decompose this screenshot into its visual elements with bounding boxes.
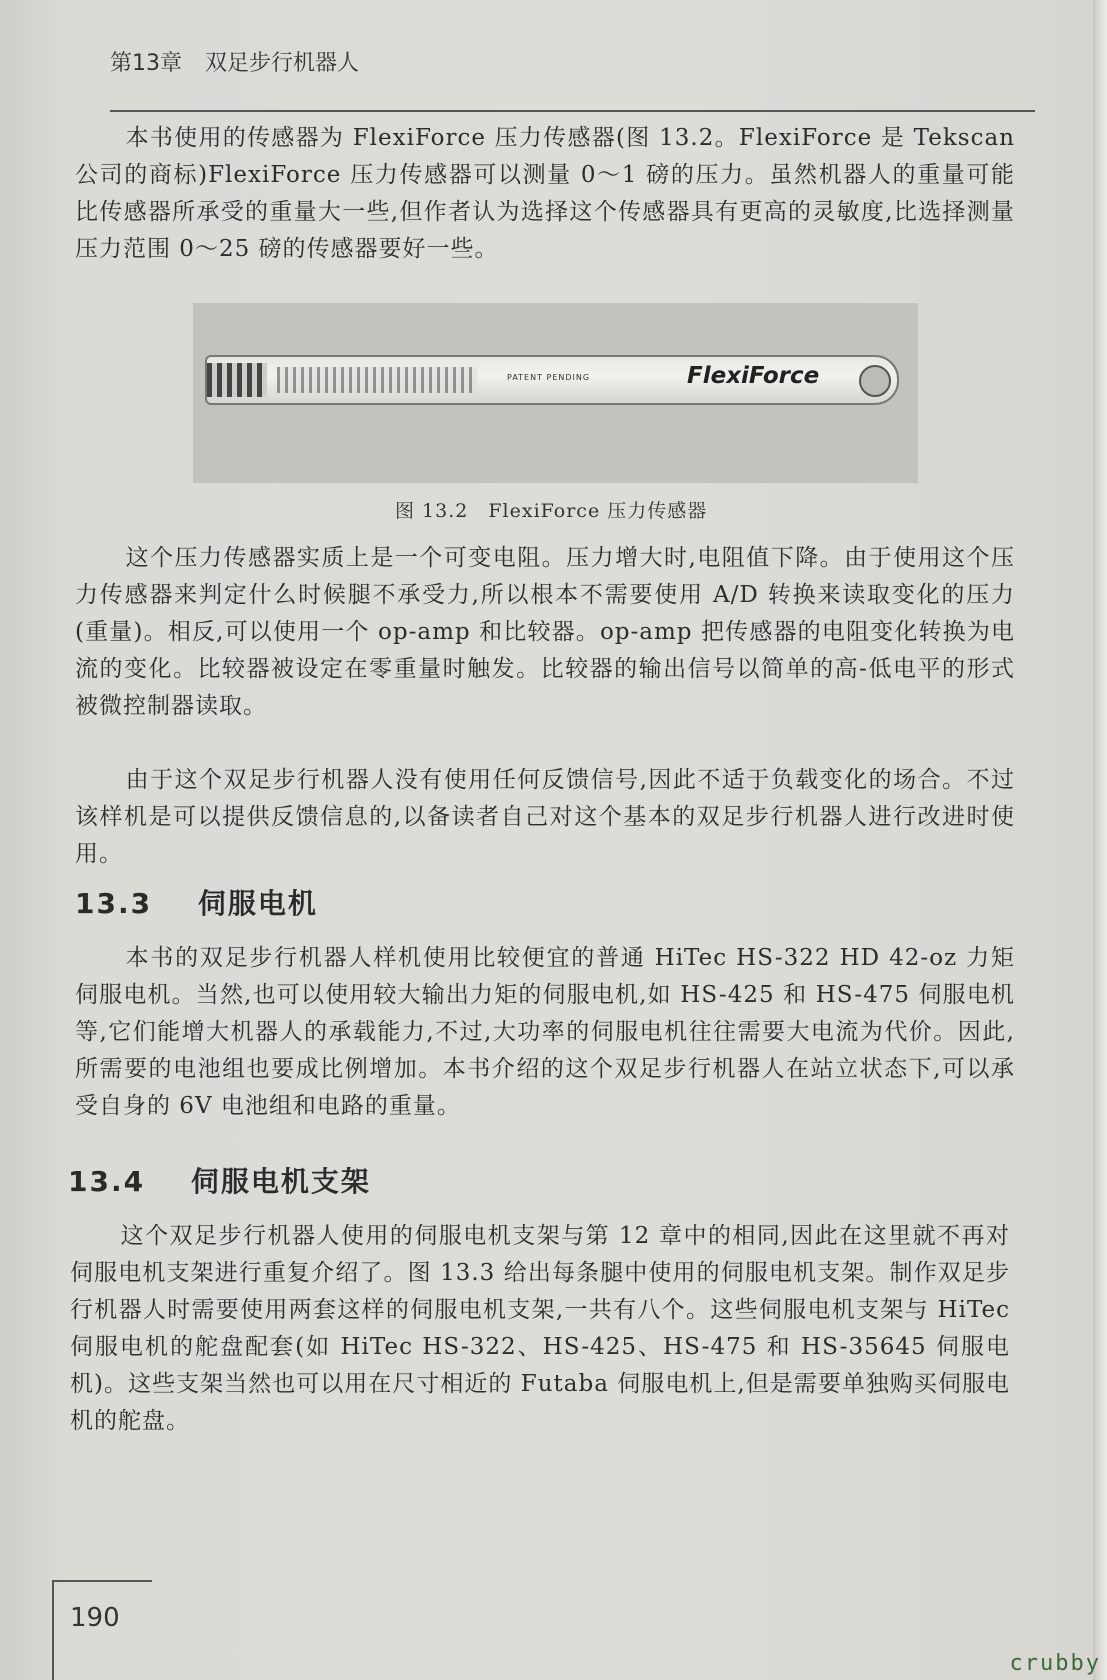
servo-paragraph: 本书的双足步行机器人样机使用比较便宜的普通 HiTec HS-322 HD 42-oz 力矩伺服电机。当然,也可以使用较大输出力矩的伺服电机,如 HS-425 和 HS-475 伺服电机等,它们能增大机器人的承载能力,不过,大功率的伺服电机往往需要大电流为代价。因此,所需要的电池组也要成比例增加。本书介绍的这个双足步行机器人在站立状态下,可以承受自身的 6V 电池组和电路的重量。: [75, 945, 1015, 1119]
sensor-patent-text: PATENT PENDING: [507, 373, 591, 382]
scan-watermark: crubby: [1009, 1651, 1101, 1676]
chapter-label: 第13章: [110, 51, 182, 76]
page-number-rule-vertical: [52, 1580, 54, 1680]
header-rule: [110, 110, 1035, 112]
sensor-trace-pattern: [277, 367, 477, 393]
page-number: 190: [70, 1603, 120, 1633]
section-number: 13.4: [68, 1165, 146, 1198]
intro-paragraph: 本书使用的传感器为 FlexiForce 压力传感器(图 13.2。FlexiForce 是 Tekscan 公司的商标)FlexiForce 压力传感器可以测量 0～1 磅的压力。虽然机器人的重量可能比传感器所承受的重量大一些,但作者认为选择这个传感器具有更高的灵敏度,比选择测量压力范围 0～25 磅的传感器要好一些。: [75, 125, 1015, 262]
section-title: 伺服电机: [197, 887, 318, 920]
section-heading-13-3: [75, 882, 318, 922]
figure-caption: 图 13.2 FlexiForce 压力传感器: [395, 500, 708, 522]
sensor-strip: [205, 355, 899, 405]
section-number: 13.3: [75, 887, 153, 920]
bracket-paragraph: 这个双足步行机器人使用的伺服电机支架与第 12 章中的相同,因此在这里就不再对伺服电机支架进行重复介绍了。图 13.3 给出每条腿中使用的伺服电机支架。制作双足步行机器人时需要使用两套这样的伺服电机支架,一共有八个。这些伺服电机支架与 HiTec 伺服电机的舵盘配套(如 HiTec HS-322、HS-425、HS-475 和 HS-35645 伺服电机)。这些支架当然也可以用在尺寸相近的 Futaba 伺服电机上,但是需要单独购买伺服电机的舵盘。: [70, 1223, 1010, 1434]
section-title: 伺服电机支架: [190, 1165, 371, 1198]
flexiforce-sensor-photo: [193, 303, 918, 483]
running-header: [110, 46, 1040, 80]
sensor-sensing-area: [859, 365, 891, 397]
page-edge: [1093, 0, 1107, 1680]
sensor-brand-text: FlexiForce: [687, 363, 820, 389]
sensor-paragraph: 这个压力传感器实质上是一个可变电阻。压力增大时,电阻值下降。由于使用这个压力传感器来判定什么时候腿不承受力,所以根本不需要使用 A/D 转换来读取变化的压力(重量)。相反,可以使用一个 op-amp 和比较器。op-amp 把传感器的电阻变化转换为电流的变化。比较器被设定在零重量时触发。比较器的输出信号以简单的高-低电平的形式被微控制器读取。: [75, 545, 1015, 719]
sensor-connector: [207, 363, 267, 397]
section-heading-13-4: [68, 1160, 371, 1200]
page-number-rule: [52, 1580, 152, 1582]
chapter-title: 双足步行机器人: [205, 51, 360, 76]
feedback-paragraph: 由于这个双足步行机器人没有使用任何反馈信号,因此不适于负载变化的场合。不过该样机是可以提供反馈信息的,以备读者自己对这个基本的双足步行机器人进行改进时使用。: [75, 767, 1015, 867]
